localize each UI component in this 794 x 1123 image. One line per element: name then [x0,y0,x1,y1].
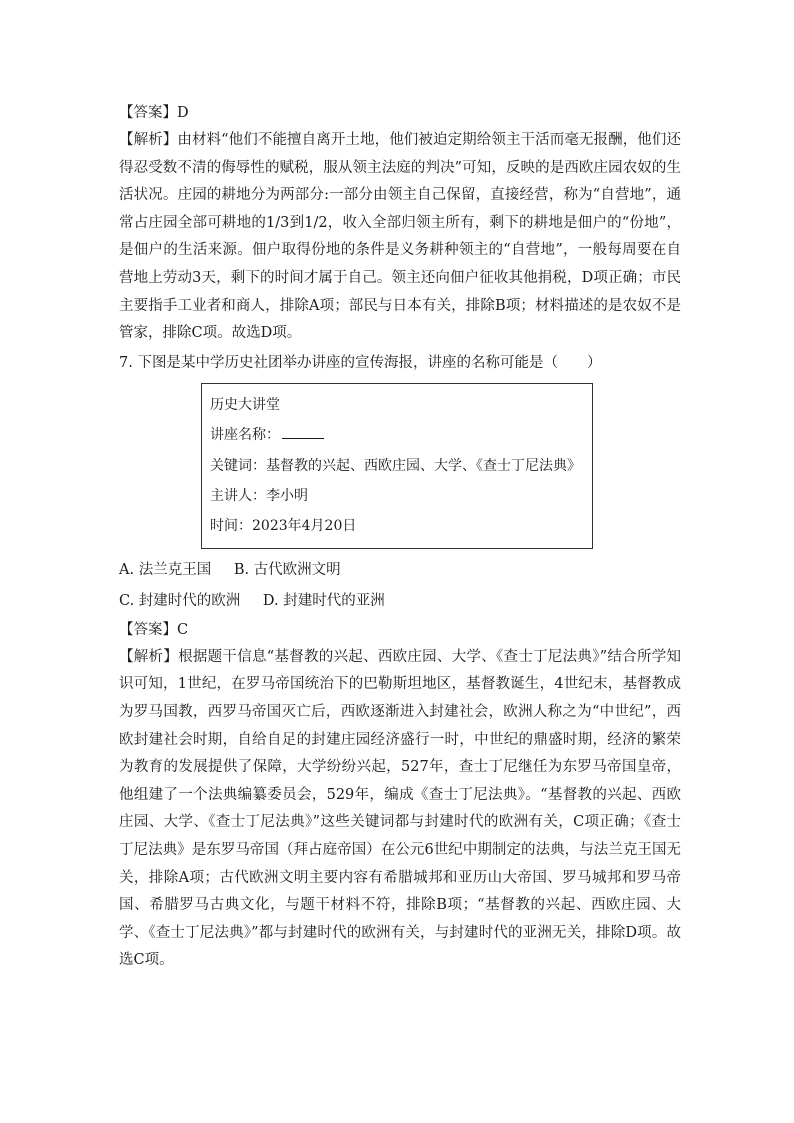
q7-option-c: C. 封建时代的欧洲 [119,592,241,609]
poster-title: 历史大讲堂 [210,396,280,413]
q7-analysis: 【解析】根据题干信息“基督教的兴起、西欧庄园、大学、《查士丁尼法典》”结合所学知识可知，1世纪，在罗马帝国统治下的巴勒斯坦地区，基督教诞生，4世纪末，基督教成为罗马国教，西罗马帝国灭亡后，西欧逐渐进入封建社会，欧洲人称之为“中世纪”，西欧封建社会时期，自给自足的封建庄园经济盛行一时，中世纪的鼎盛时期，经济的繁荣为教育的发展提供了保障，大学纷纷兴起，527年，查士丁尼继任为东罗马帝国皇帝，他组建了一个法典编纂委员会，529年，编成《查士丁尼法典》。“基督教的兴起、西欧庄园、大学、《查士丁尼法典》”这些关键词都与封建时代的欧洲有关，C项正确；《查士丁尼法典》是东罗马帝国（拜占庭帝国）在公元6世纪中期制定的法典，与法兰克王国无关，排除A项；古代欧洲文明主要内容有希腊城邦和亚历山大帝国、罗马城邦和罗马帝国、希腊罗马古典文化，与题干材料不符，排除B项；“基督教的兴起、西欧庄园、大学、《查士丁尼法典》”都与封建时代的欧洲有关，与封建时代的亚洲无关，排除D项。故选C项。 [119,648,681,969]
q6-answer: 【答案】D [119,105,189,121]
q7-options-row-2 [119,586,681,617]
q6-analysis: 【解析】由材料“他们不能擅自离开土地，他们被迫定期给领主干活而毫无报酬，他们还得忍受数不清的侮辱性的赋税，服从领主法庭的判决”可知，反映的是西欧庄园农奴的生活状况。庄园的耕地分为两部分:一部分由领主自己保留，直接经营，称为“自营地”，通常占庄园全部可耕地的1/3到1/2，收入全部归领主所有，剩下的耕地是佃户的“份地”，是佃户的生活来源。佃户取得份地的条件是义务耕种领主的“自营地”，一般每周要在自营地上劳动3天，剩下的时间才属于自己。领主还向佃户征收其他捐税，D项正确；市民主要指手工业者和商人，排除A项；部民与日本有关，排除B项；材料描述的是农奴不是管家，排除C项。故选D项。 [119,132,681,342]
q7-option-d: D. 封建时代的亚洲 [262,592,385,609]
poster-name-blank [282,424,324,439]
q7-stem: 7. 下图是某中学历史社团举办讲座的宣传海报，讲座的名称可能是（ ） [119,354,602,371]
poster-keywords: 关键词：基督教的兴起、西欧庄园、大学、《查士丁尼法典》 [210,457,581,474]
q7-options-row-1 [119,555,681,586]
q7-option-a: A. 法兰克王国 [119,561,212,578]
document-page [119,100,681,975]
q7-option-b: B. 古代欧洲文明 [233,561,341,578]
poster-name-row [210,420,592,450]
poster-name-label: 讲座名称： [210,427,280,444]
poster-time: 时间：2023年4月20日 [210,518,357,535]
lecture-poster [201,383,593,549]
q7-answer: 【答案】C [119,621,189,638]
poster-speaker: 主讲人：李小明 [210,487,308,504]
